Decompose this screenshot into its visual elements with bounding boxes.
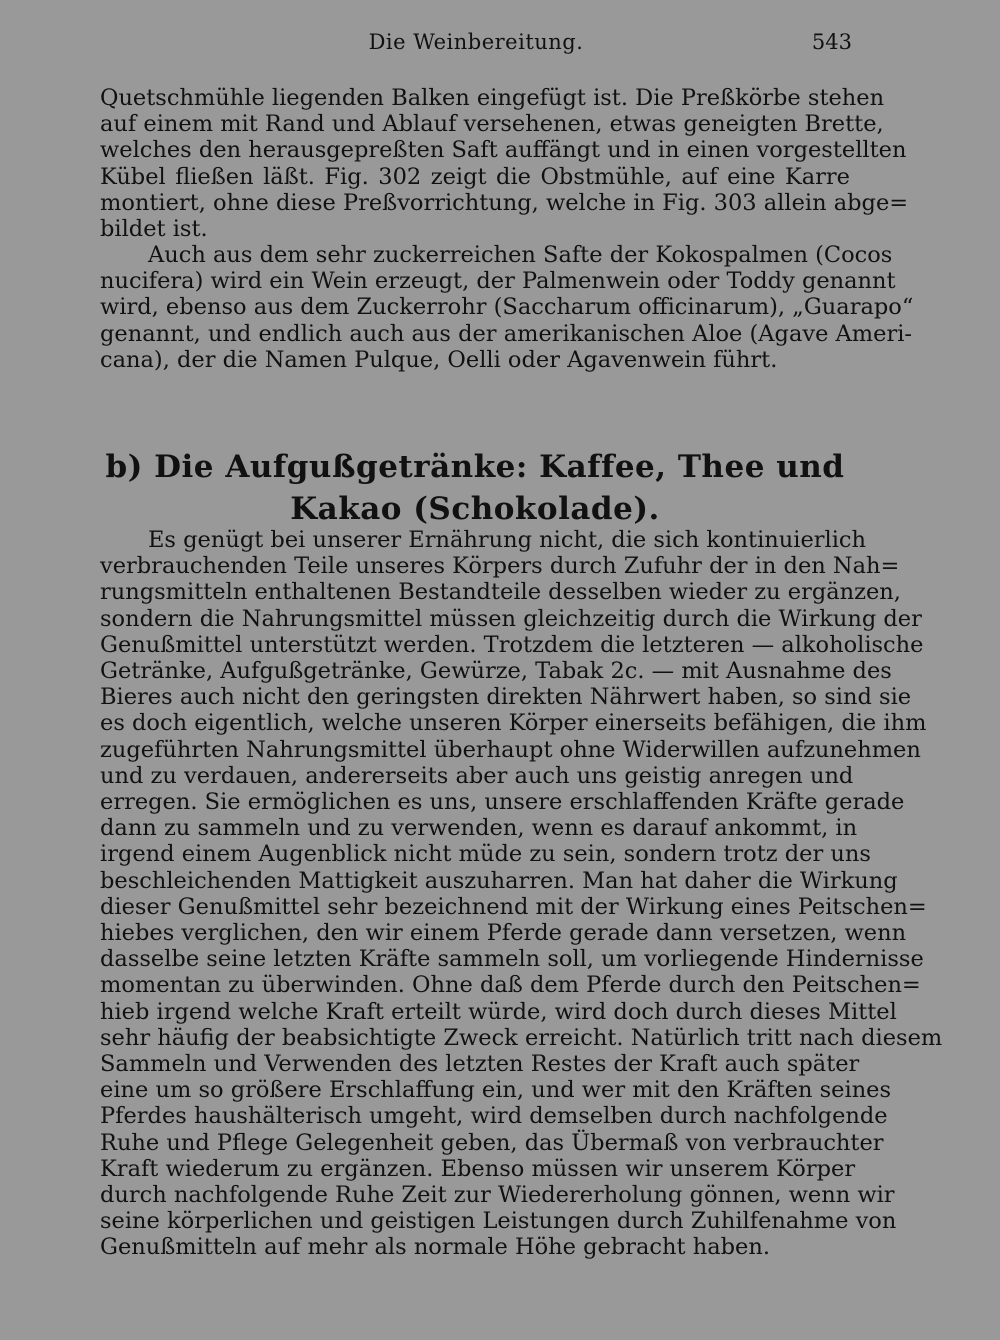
text-line: wird, ebenso aus dem Zuckerrohr (Saccharum officinarum), „Guarapo“ (100, 294, 914, 321)
text-line: auf einem mit Rand und Ablauf versehenen, etwas geneigten Brette, (100, 111, 884, 138)
section-heading-line-2: Kakao (Schokolade). (290, 491, 660, 527)
text-line: und zu verdauen, andererseits aber auch uns geistig anregen und (100, 762, 854, 789)
text-line: Getränke, Aufgußgetränke, Gewürze, Tabak 2c. — mit Ausnahme des (100, 658, 892, 685)
text-line: welches den herausgepreßten Saft auffängt und in einen vorgestellten (100, 137, 907, 164)
paragraph-stimulants (100, 527, 943, 1261)
paragraph-palm-wine (100, 242, 914, 373)
text-line: es doch eigentlich, welche unseren Körper einerseits befähigen, die ihm (100, 710, 927, 737)
running-title: Die Weinbereitung. (368, 30, 584, 54)
text-line: montiert, ohne diese Preßvorrichtung, welche in Fig. 303 allein abge= (100, 189, 909, 216)
text-line: bildet ist. (100, 216, 208, 243)
text-line: Kraft wiederum zu ergänzen. Ebenso müssen wir unserem Körper (100, 1155, 856, 1182)
text-line: hieb irgend welche Kraft erteilt würde, wird doch durch dieses Mittel (100, 998, 897, 1025)
text-line: seine körperlichen und geistigen Leistungen durch Zuhilfenahme von (100, 1208, 897, 1235)
text-line (100, 527, 867, 553)
text-line: dasselbe seine letzten Kräfte sammeln soll, um vorliegende Hindernisse (100, 946, 924, 973)
text-line: sondern die Nahrungsmittel müssen gleichzeitig durch die Wirkung der (100, 605, 922, 632)
text-line: momentan zu überwinden. Ohne daß dem Pferde durch den Peitschen= (100, 972, 921, 999)
text-line: Pferdes haushälterisch umgeht, wird demselben durch nachfolgende (100, 1103, 888, 1130)
text-line: genannt, und endlich auch aus der amerikanischen Aloe (Agave Ameri- (100, 320, 912, 347)
text-line: rungsmitteln enthaltenen Bestandteile desselben wieder zu ergänzen, (100, 579, 901, 606)
text-line: Sammeln und Verwenden des letzten Restes der Kraft auch später (100, 1051, 860, 1078)
text-line: Genußmittel unterstützt werden. Trotzdem die letzteren — alkoholische (100, 631, 924, 658)
text-line: durch nachfolgende Ruhe Zeit zur Wiedererholung gönnen, wenn wir (100, 1182, 895, 1209)
text-line: irgend einem Augenblick nicht müde zu sein, sondern trotz der uns (100, 841, 871, 868)
text-line-content: Es genügt bei unserer Ernährung nicht, die sich kontinuierlich (148, 527, 867, 553)
section-heading-line-1: b) Die Aufgußgetränke: Kaffee, Thee und (105, 449, 845, 485)
text-line: Quetschmühle liegenden Balken eingefügt ist. Die Preßkörbe stehen (100, 85, 885, 111)
text-line: eine um so größere Erschlaffung ein, und wer mit den Kräften seines (100, 1077, 892, 1104)
section-heading (100, 446, 850, 530)
page-number: 543 (811, 30, 852, 54)
running-head (100, 30, 852, 58)
text-line: erregen. Sie ermöglichen es uns, unsere erschlaffenden Kräfte gerade (100, 789, 905, 816)
text-line: sehr häufig der beabsichtigte Zweck erreicht. Natürlich tritt nach diesem (100, 1024, 943, 1051)
text-line: cana), der die Namen Pulque, Oelli oder Agavenwein führt. (100, 346, 778, 373)
text-line: beschleichenden Mattigkeit auszuharren. Man hat daher die Wirkung (100, 867, 898, 894)
text-line: Bieres auch nicht den geringsten direkten Nährwert haben, so sind sie (100, 684, 912, 711)
text-line: Genußmitteln auf mehr als normale Höhe gebracht haben. (100, 1234, 770, 1261)
text-line: nucifera) wird ein Wein erzeugt, der Palmenwein oder Toddy genannt (100, 268, 896, 295)
text-line: dieser Genußmittel sehr bezeichnend mit der Wirkung eines Peitschen= (100, 893, 927, 920)
text-line: Kübel fließen läßt. Fig. 302 zeigt die Obstmühle, auf eine Karre (100, 163, 850, 190)
text-line: verbrauchenden Teile unseres Körpers durch Zufuhr der in den Nah= (100, 553, 900, 580)
text-line-content: Auch aus dem sehr zuckerreichen Safte der Kokospalmen (Cocos (148, 242, 893, 268)
text-line: dann zu sammeln und zu verwenden, wenn es darauf ankommt, in (100, 815, 858, 842)
text-line: zugeführten Nahrungsmittel überhaupt ohne Widerwillen aufzunehmen (100, 736, 921, 763)
text-line: hiebes verglichen, den wir einem Pferde gerade dann versetzen, wenn (100, 920, 907, 947)
text-line: Ruhe und Pflege Gelegenheit geben, das Übermaß von verbrauchter (100, 1129, 884, 1156)
text-line (100, 242, 893, 268)
paragraph-continuation (100, 85, 909, 243)
